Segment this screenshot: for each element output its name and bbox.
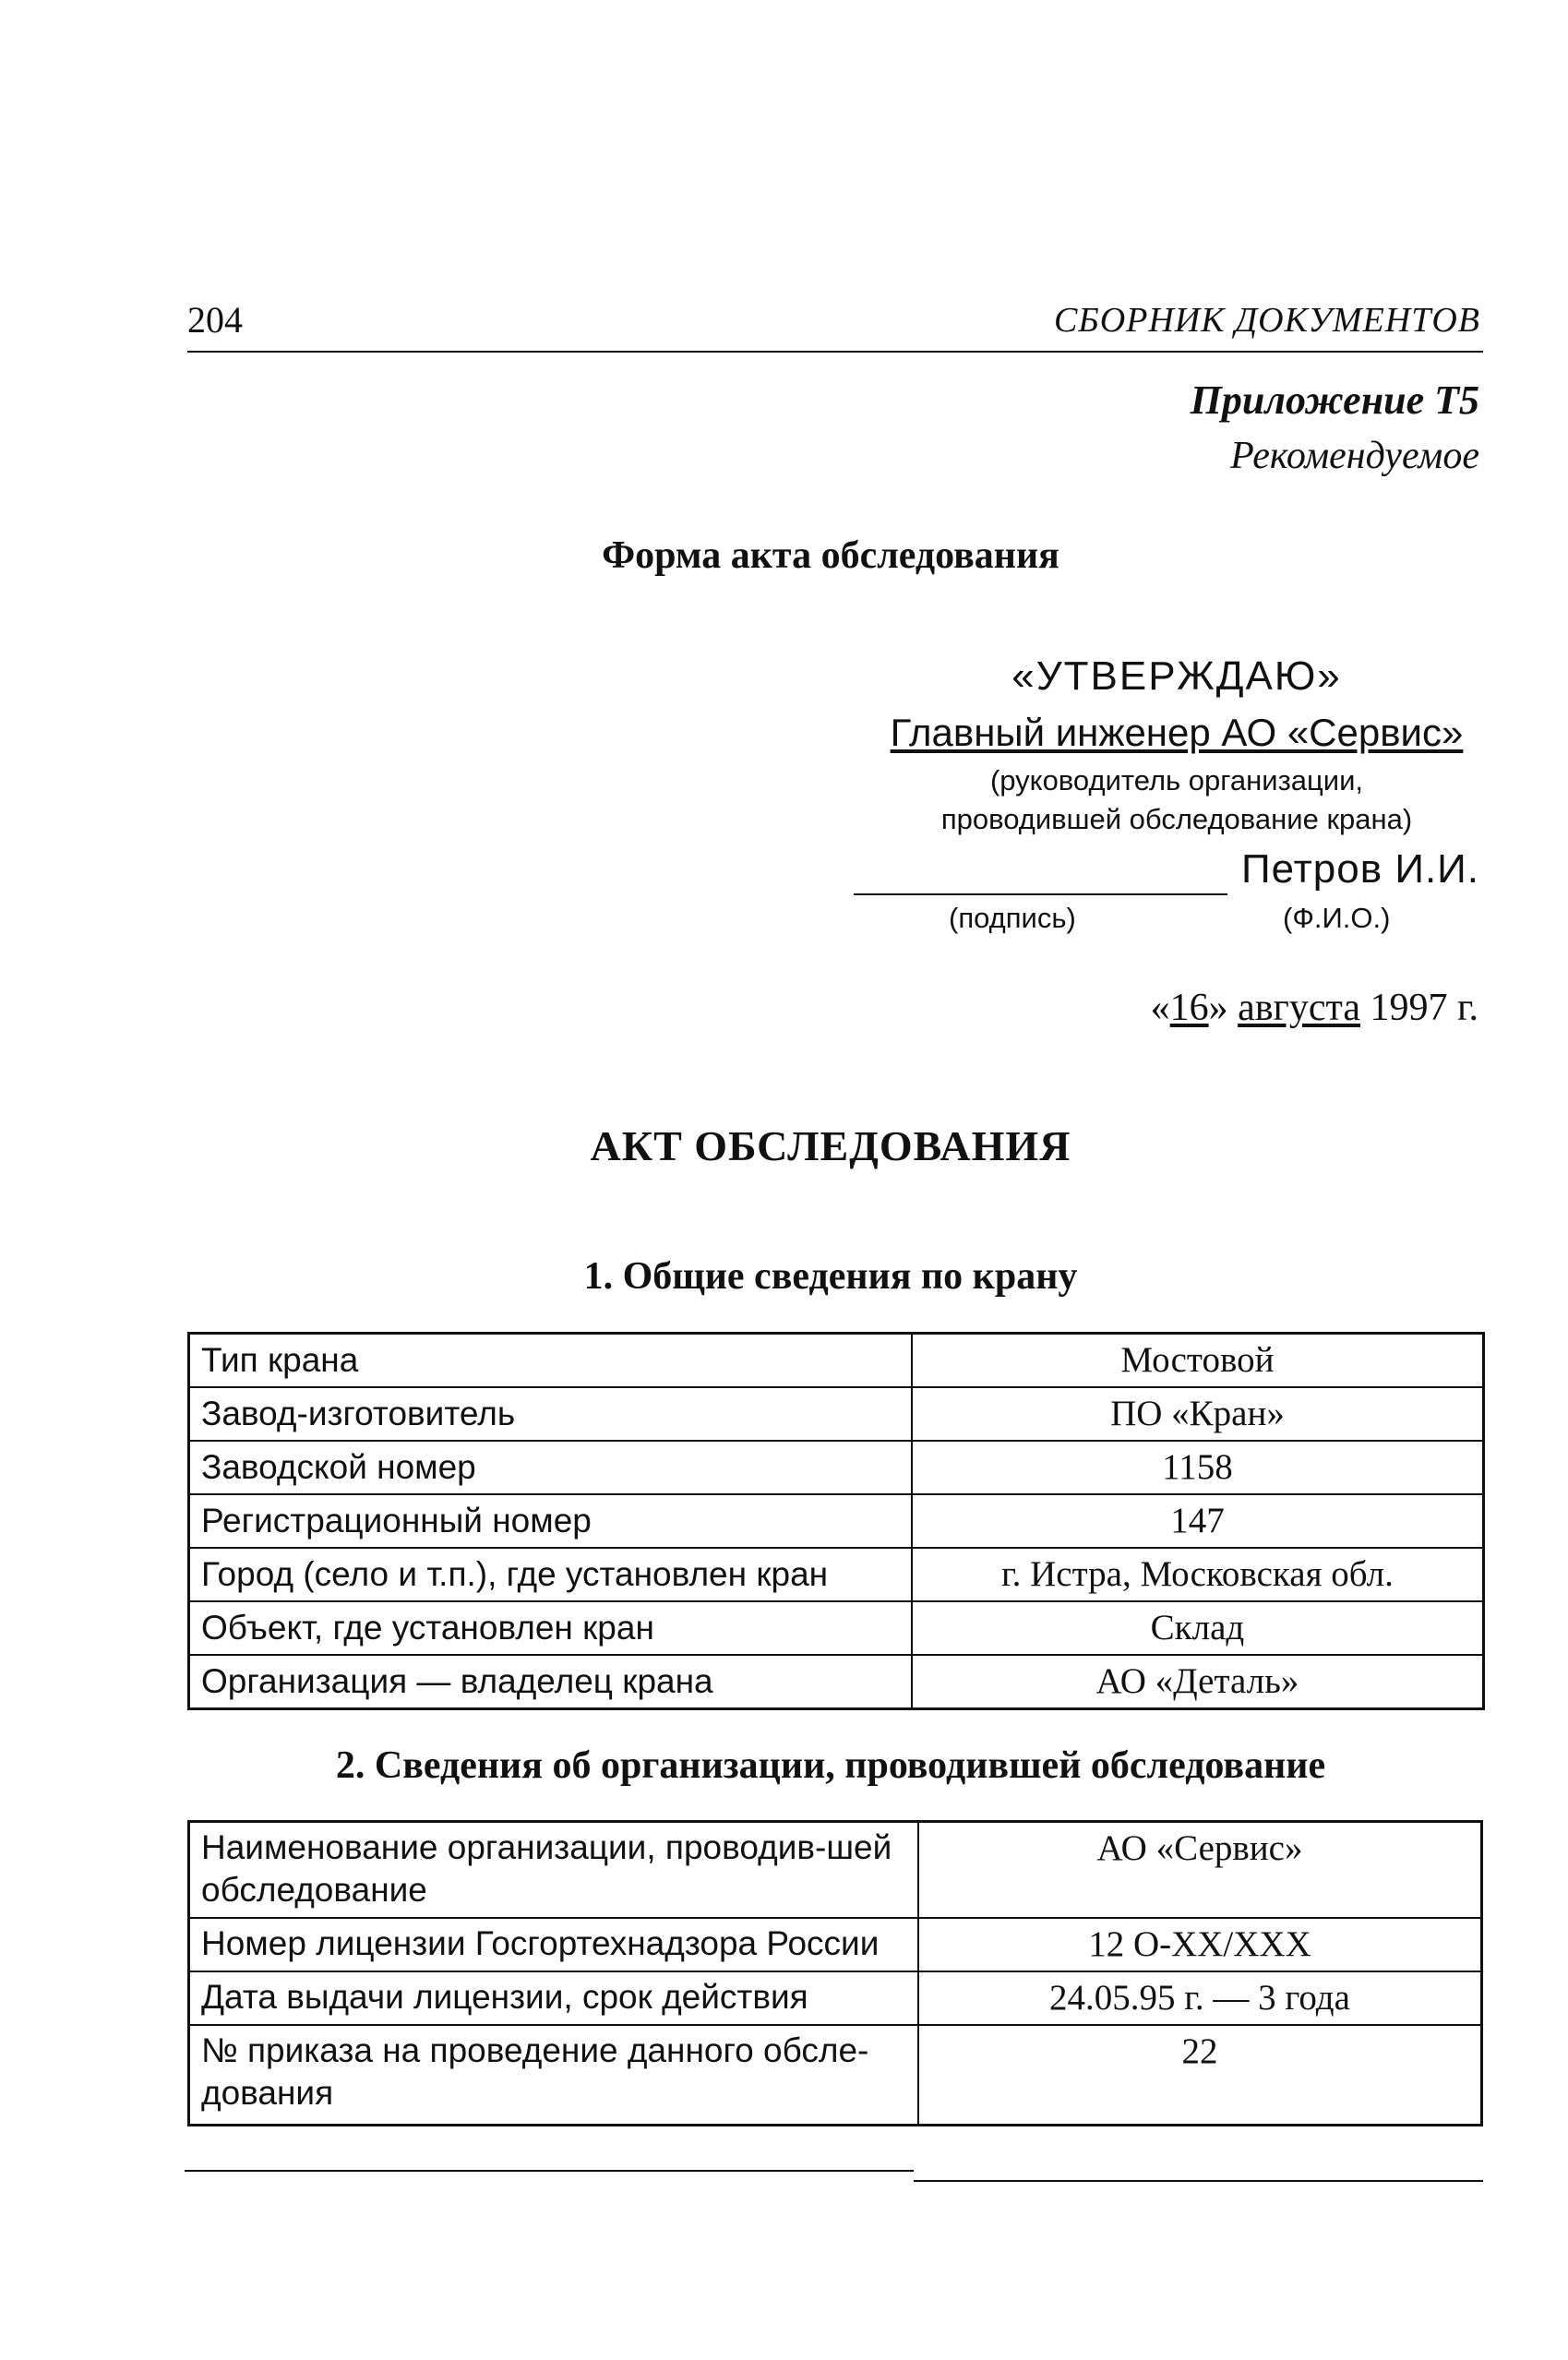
table-row	[189, 1441, 1484, 1494]
approval-heading: «УТВЕРЖДАЮ»	[1011, 653, 1342, 699]
page-number: 204	[187, 299, 243, 341]
table-row	[189, 1601, 1484, 1655]
row-value: АО «Сервис»	[918, 1822, 1482, 1919]
row-label: Регистрационный номер	[189, 1494, 912, 1548]
date-month: августа	[1238, 987, 1360, 1029]
appendix-status: Рекомендуемое	[1230, 435, 1479, 477]
table-row	[189, 1494, 1484, 1548]
row-value: 1158	[912, 1441, 1484, 1494]
signer-name: Петров И.И.	[1241, 846, 1480, 892]
signature-line	[854, 893, 1227, 895]
header-rule	[187, 351, 1483, 353]
row-label: Город (село и т.п.), где установлен кран	[189, 1548, 912, 1601]
row-label: Тип крана	[189, 1334, 912, 1388]
table-row	[189, 1548, 1484, 1601]
date-day: 16	[1169, 987, 1209, 1029]
name-caption: (Ф.И.О.)	[1283, 902, 1391, 934]
row-value: г. Истра, Московская обл.	[912, 1548, 1484, 1601]
row-value: 147	[912, 1494, 1484, 1548]
date-open-quote: «	[1150, 987, 1170, 1029]
inspector-org-table	[187, 1820, 1483, 2126]
act-title: АКТ ОБСЛЕДОВАНИЯ	[590, 1122, 1071, 1169]
row-value: 22	[918, 2025, 1482, 2126]
row-label: № приказа на проведение данного обсле-дования	[189, 2025, 918, 2126]
crane-info-table	[187, 1332, 1485, 1710]
approval-date	[1151, 980, 1478, 1036]
table-row	[189, 2025, 1482, 2126]
table-row	[189, 1918, 1482, 1971]
row-value: АО «Деталь»	[912, 1655, 1484, 1709]
row-label: Заводской номер	[189, 1441, 912, 1494]
row-label: Завод-изготовитель	[189, 1387, 912, 1441]
table-row	[189, 1387, 1484, 1441]
approver-position: Главный инженер АО «Сервис»	[890, 711, 1464, 754]
row-label: Организация — владелец крана	[189, 1655, 912, 1709]
date-close-quote: »	[1208, 987, 1228, 1029]
running-title: СБОРНИК ДОКУМЕНТОВ	[1053, 301, 1480, 340]
row-value: Склад	[912, 1601, 1484, 1655]
form-title: Форма акта обследования	[602, 534, 1059, 577]
table-row	[189, 1655, 1484, 1709]
row-value: ПО «Кран»	[912, 1387, 1484, 1441]
table-row	[189, 1822, 1482, 1919]
footer-rule	[914, 2180, 1483, 2182]
table-row	[189, 1971, 1482, 2025]
row-label: Дата выдачи лицензии, срок действия	[189, 1971, 918, 2025]
row-label: Объект, где установлен кран	[189, 1601, 912, 1655]
row-value: Мостовой	[912, 1334, 1484, 1388]
date-year: 1997 г.	[1370, 987, 1478, 1029]
appendix-label: Приложение Т5	[1190, 377, 1479, 423]
footer-rule	[185, 2170, 914, 2172]
row-label: Номер лицензии Госгортехнадзора России	[189, 1918, 918, 1971]
signature-caption: (подпись)	[949, 902, 1076, 934]
approver-note-line1: (руководитель организации,	[989, 764, 1364, 797]
row-value: 12 О-ХХ/ХХХ	[918, 1918, 1482, 1971]
approver-note-line2: проводившей обследование крана)	[940, 803, 1413, 835]
row-label: Наименование организации, проводив-шей обследование	[189, 1822, 918, 1919]
table-row	[189, 1334, 1484, 1388]
section1-title: 1. Общие сведения по крану	[583, 1255, 1078, 1298]
section2-title: 2. Сведения об организации, проводившей обследование	[335, 1744, 1326, 1787]
row-value: 24.05.95 г. — 3 года	[918, 1971, 1482, 2025]
